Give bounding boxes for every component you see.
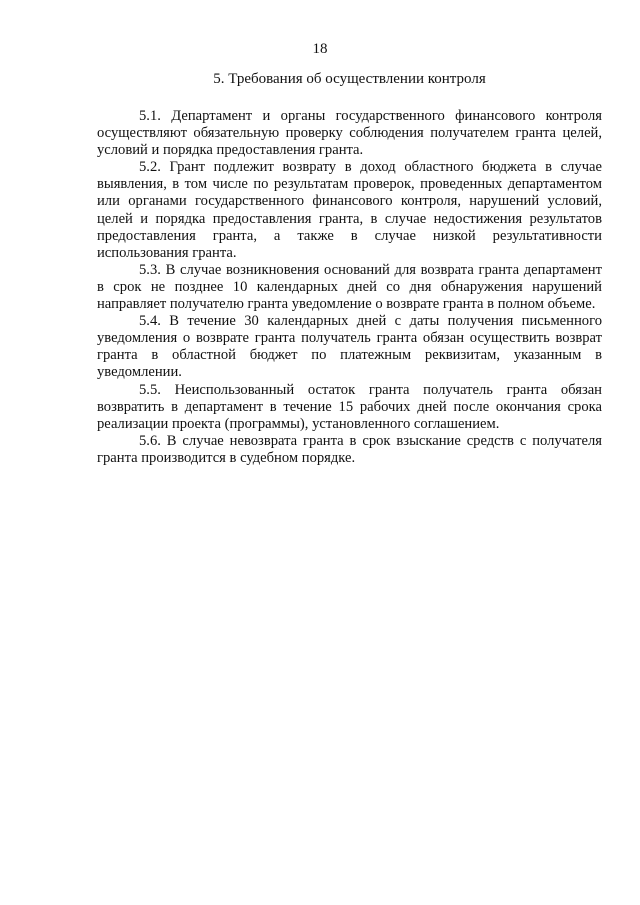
paragraph-5-2: 5.2. Грант подлежит возврату в доход областного бюджета в случае выявления, в том числе по результатам проверок, проведенных департаментом или органами государственного финансового контроля, нарушений условий, целей и порядка предоставления гранта, в случае недостижения результатов предоставления гранта, а также в случае низкой результативности использования гранта.: [97, 159, 602, 261]
paragraph-5-3: 5.3. В случае возникновения оснований для возврата гранта департамент в срок не позднее 10 календарных дней со дня обнаружения нарушений направляет получателю гранта уведомление о возврате гранта в полном объеме.: [97, 261, 602, 313]
section-body: [97, 108, 602, 467]
paragraph-5-4: 5.4. В течение 30 календарных дней с даты получения письменного уведомления о возврате гранта получатель гранта обязан осуществить возврат гранта в областной бюджет по платежным реквизитам, указанным в уведомлении.: [97, 313, 602, 381]
paragraph-5-6: 5.6. В случае невозврата гранта в срок взыскание средств с получателя гранта производится в судебном порядке.: [97, 432, 602, 466]
paragraph-5-5: 5.5. Неиспользованный остаток гранта получатель гранта обязан возвратить в департамент в течение 15 рабочих дней после окончания срока реализации проекта (программы), установленного соглашением.: [97, 381, 602, 432]
paragraph-5-1: 5.1. Департамент и органы государственного финансового контроля осуществляют обязательную проверку соблюдения получателем гранта целей, условий и порядка предоставления гранта.: [97, 108, 602, 159]
page-number: 18: [312, 41, 328, 57]
section-title: 5. Требования об осуществлении контроля: [213, 71, 486, 87]
